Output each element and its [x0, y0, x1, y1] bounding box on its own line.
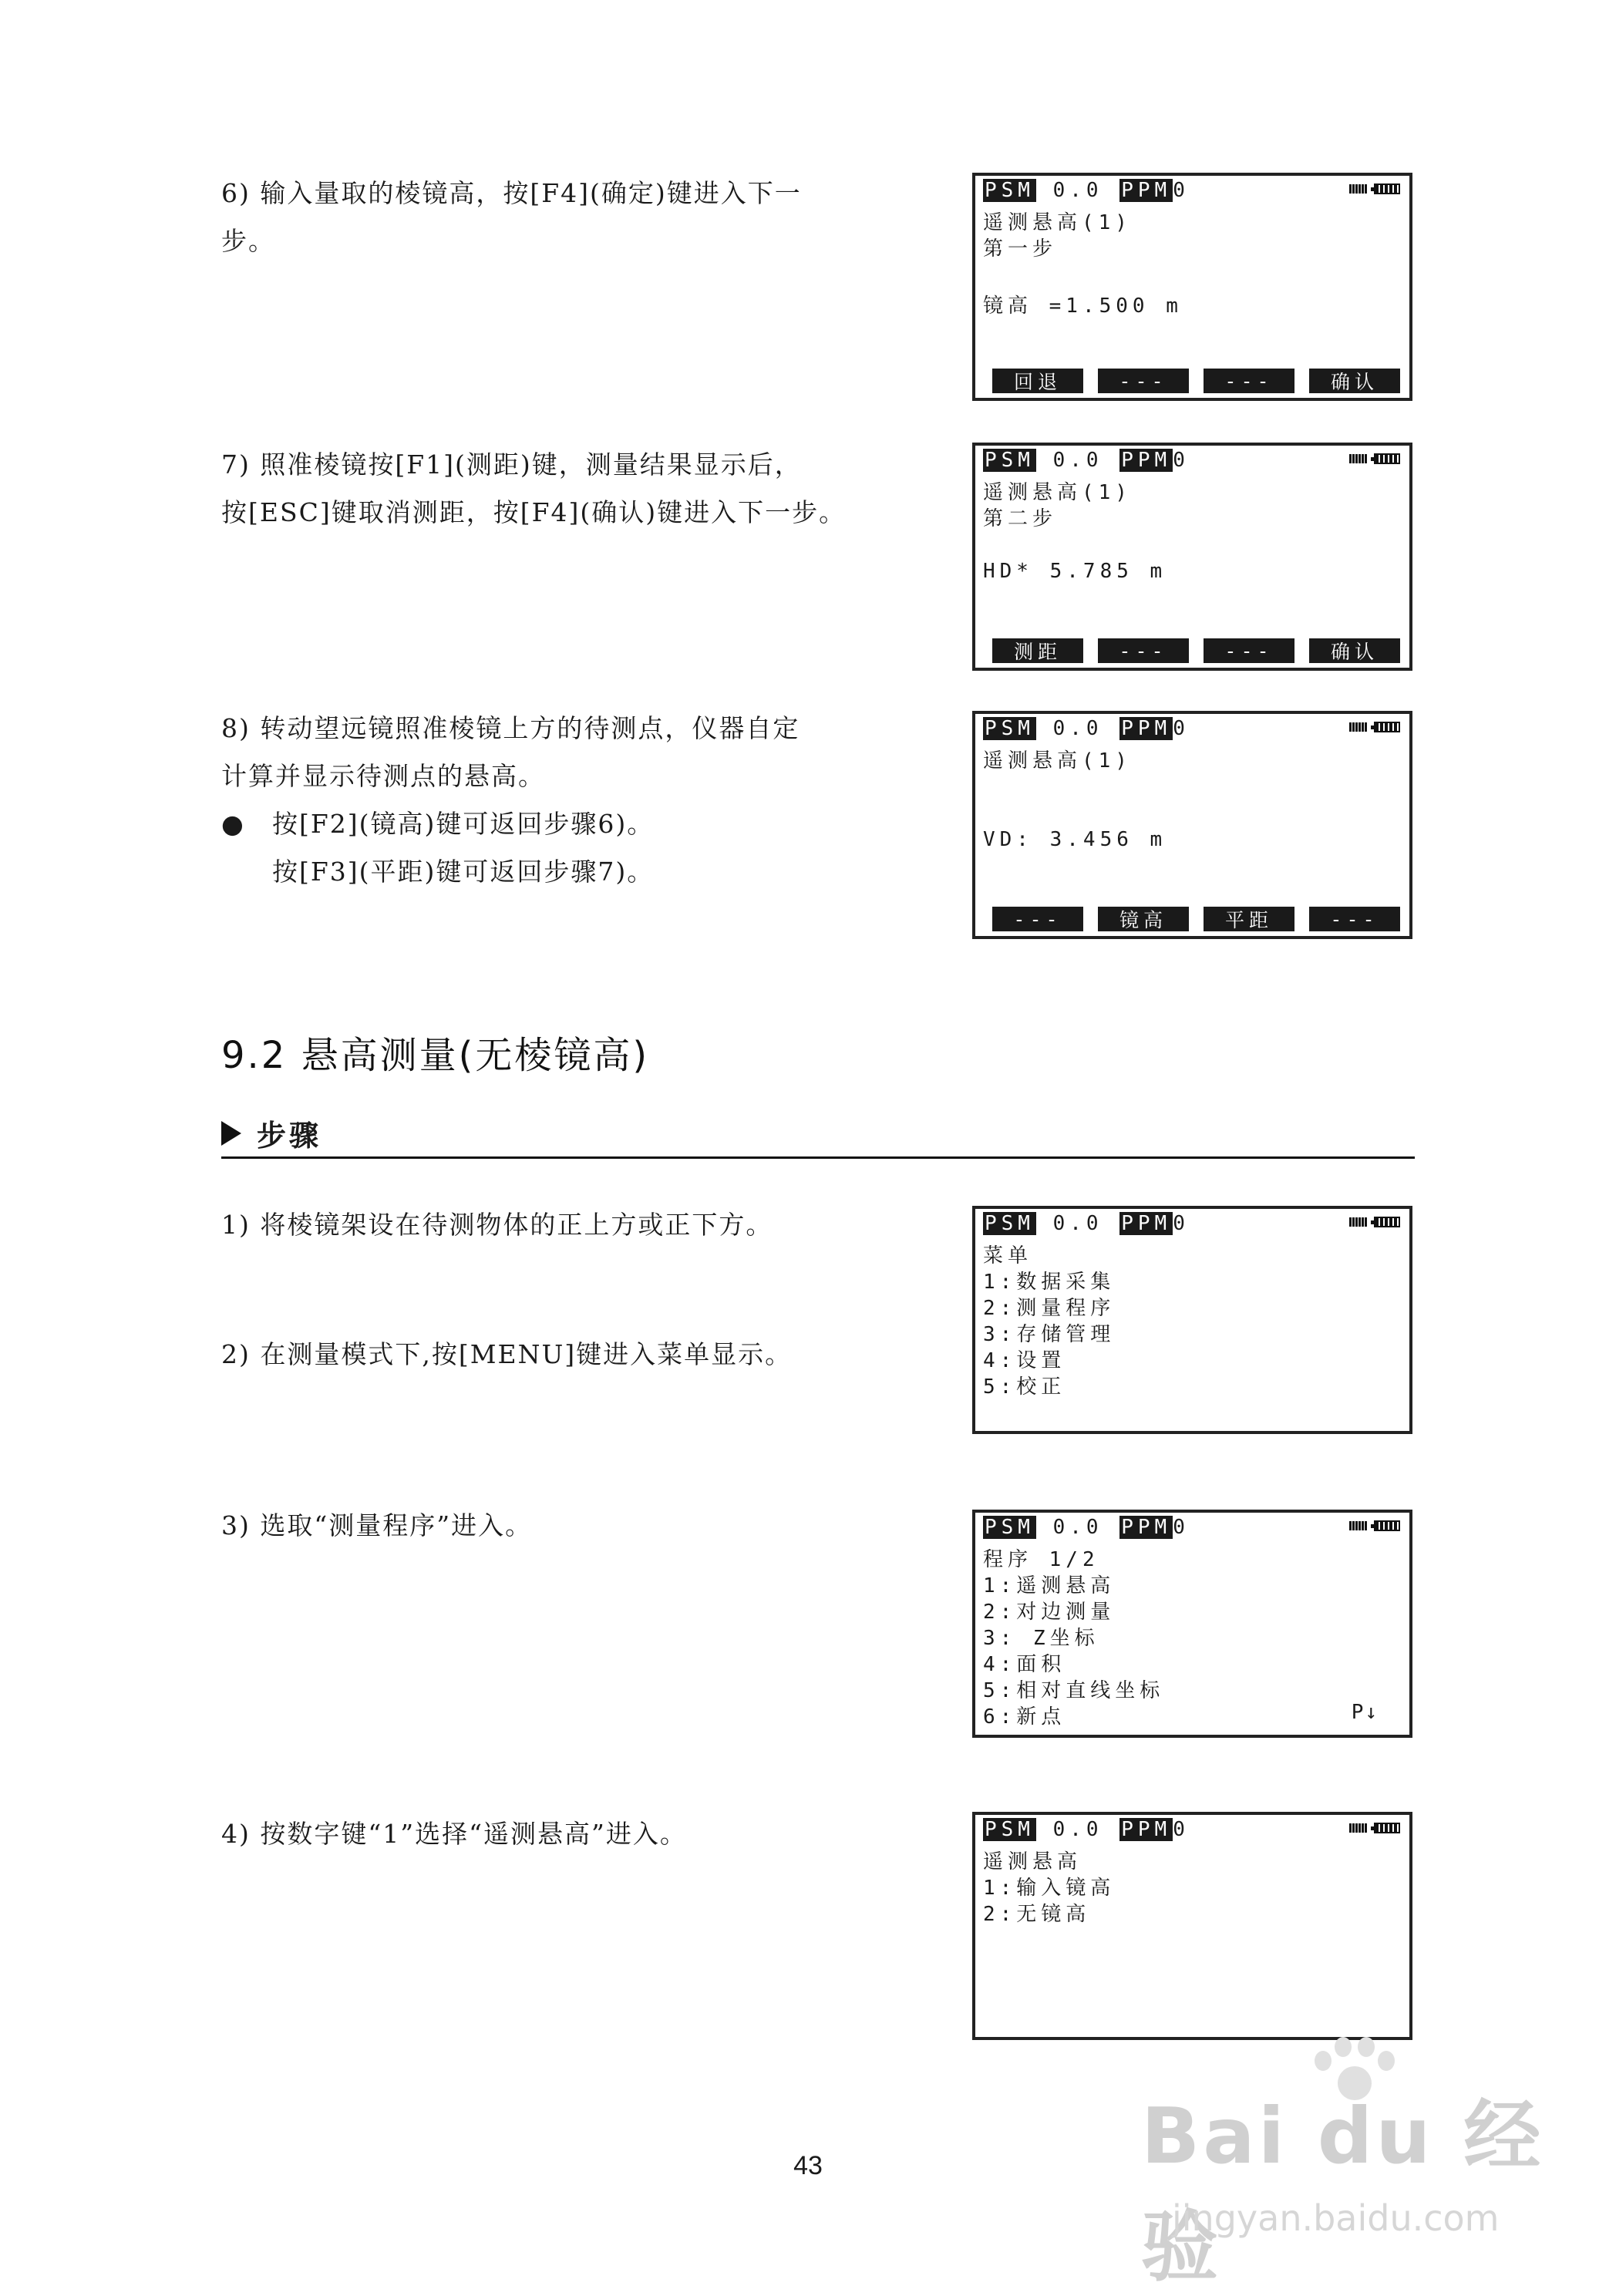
ppm-label: PPM [1121, 1212, 1172, 1235]
softkey-f2[interactable]: --- [1098, 638, 1189, 663]
menu-item[interactable]: 1:数据采集 [983, 1271, 1116, 1294]
lcd-screen-menu [972, 1206, 1412, 1434]
menu-item[interactable]: 2:测量程序 [983, 1297, 1116, 1320]
softkey-f1[interactable]: 回退 [992, 369, 1083, 393]
psm-label: PSM [985, 717, 1035, 740]
ppm-label: PPM [1121, 1516, 1172, 1539]
screen-line: HD* 5.785 m [983, 560, 1167, 583]
status-bar [983, 717, 1190, 740]
lcd-screen-step3 [972, 711, 1412, 939]
menu-item[interactable]: 2:无镜高 [983, 1903, 1091, 1926]
screen-line: VD: 3.456 m [983, 828, 1167, 851]
softkey-f3[interactable]: --- [1204, 369, 1294, 393]
step-7-text [221, 441, 846, 537]
menu-item[interactable]: 4:设置 [983, 1349, 1066, 1372]
step-8-line-1: 8) 转动望远镜照准棱镜上方的待测点，仪器自定 [221, 713, 800, 743]
step-7-line-1: 7) 照准棱镜按[F1](测距)键，测量结果显示后， [221, 449, 802, 480]
bullet-item [221, 800, 800, 848]
softkey-f2[interactable]: 镜高 [1098, 907, 1189, 931]
status-bar [983, 1212, 1190, 1235]
softkey-f4[interactable]: 确认 [1309, 638, 1400, 663]
lcd-screen-step2 [972, 443, 1412, 671]
ppm-value: 0 [1173, 179, 1190, 202]
menu-item[interactable]: 3:存储管理 [983, 1323, 1116, 1346]
ppm-value: 0 [1173, 1818, 1190, 1841]
step-1-text: 1) 将棱镜架设在待测物体的正上方或正下方。 [221, 1210, 773, 1240]
psm-value: 0.0 [1052, 1212, 1103, 1235]
step-6-text [221, 170, 802, 265]
softkey-f2[interactable]: --- [1098, 369, 1189, 393]
ppm-label: PPM [1121, 179, 1172, 202]
battery-icon [1349, 183, 1400, 194]
ppm-label: PPM [1121, 449, 1172, 472]
menu-item[interactable]: 5:相对直线坐标 [983, 1679, 1165, 1702]
psm-value: 0.0 [1052, 1516, 1103, 1539]
status-bar [983, 449, 1190, 472]
lcd-screen-step1 [972, 173, 1412, 401]
psm-label: PSM [985, 1212, 1035, 1235]
menu-item[interactable]: 5:校正 [983, 1375, 1066, 1399]
menu-item[interactable]: 4:面积 [983, 1653, 1066, 1676]
screen-line: 第一步 [983, 237, 1058, 261]
status-bar [983, 1516, 1190, 1539]
battery-icon [1349, 1217, 1400, 1227]
psm-value: 0.0 [1052, 1818, 1103, 1841]
menu-item[interactable]: 2:对边测量 [983, 1601, 1116, 1624]
softkey-f4[interactable]: --- [1309, 907, 1400, 931]
ppm-value: 0 [1173, 449, 1190, 472]
page-number: 43 [793, 2151, 823, 2180]
softkey-bar [992, 369, 1400, 393]
softkey-bar [992, 907, 1400, 931]
screen-line: 遥测悬高(1) [983, 211, 1132, 234]
screen-title: 程序 1/2 [983, 1548, 1099, 1571]
menu-item[interactable]: 1:遥测悬高 [983, 1574, 1116, 1597]
baidu-watermark [1141, 2035, 1588, 2292]
lcd-screen-program [972, 1510, 1412, 1738]
screen-line: 遥测悬高(1) [983, 749, 1132, 773]
psm-label: PSM [985, 179, 1035, 202]
softkey-f3[interactable]: 平距 [1204, 907, 1294, 931]
screen-line: 镜高 =1.500 m [983, 295, 1183, 318]
steps-heading [221, 1112, 322, 1154]
page-down-indicator: P↓ [1351, 1701, 1379, 1724]
softkey-bar [992, 638, 1400, 663]
screen-title: 遥测悬高 [983, 1850, 1082, 1873]
softkey-f1[interactable]: 测距 [992, 638, 1083, 663]
step-6-line-2: 步。 [221, 226, 275, 256]
step-8-line-2: 计算并显示待测点的悬高。 [221, 761, 545, 791]
psm-value: 0.0 [1052, 179, 1103, 202]
watermark-brand: Bai du 经验 [1141, 2091, 1544, 2292]
triangle-icon [221, 1121, 241, 1146]
screen-line: 第二步 [983, 507, 1058, 530]
bullet-icon: ● [221, 809, 245, 839]
status-bar [983, 179, 1190, 202]
psm-value: 0.0 [1052, 449, 1103, 472]
softkey-f4[interactable]: 确认 [1309, 369, 1400, 393]
menu-item[interactable]: 6:新点 [983, 1705, 1066, 1729]
ppm-value: 0 [1173, 1516, 1190, 1539]
psm-value: 0.0 [1052, 717, 1103, 740]
softkey-f3[interactable]: --- [1204, 638, 1294, 663]
psm-label: PSM [985, 1818, 1035, 1841]
step-3-text: 3) 选取“测量程序”进入。 [221, 1510, 533, 1540]
screen-title: 菜单 [983, 1244, 1033, 1268]
step-7-line-2: 按[ESC]键取消测距，按[F4](确认)键进入下一步。 [221, 497, 847, 527]
battery-icon [1349, 453, 1400, 464]
ppm-label: PPM [1121, 717, 1172, 740]
menu-item[interactable]: 3: Z坐标 [983, 1627, 1099, 1650]
ppm-value: 0 [1173, 717, 1190, 740]
psm-label: PSM [985, 449, 1035, 472]
bullet-text-2: 按[F3](平距)键可返回步骤7)。 [272, 857, 655, 887]
section-title: 9.2 悬高测量(无棱镜高) [221, 1034, 650, 1077]
psm-label: PSM [985, 1516, 1035, 1539]
divider [221, 1156, 1415, 1159]
step-2-text: 2) 在测量模式下,按[MENU]键进入菜单显示。 [221, 1339, 793, 1369]
screen-line: 遥测悬高(1) [983, 481, 1132, 504]
battery-icon [1349, 722, 1400, 732]
step-8-text [221, 705, 800, 896]
bullet-text-1: 按[F2](镜高)键可返回步骤6)。 [272, 809, 655, 839]
status-bar [983, 1818, 1190, 1841]
ppm-label: PPM [1121, 1818, 1172, 1841]
battery-icon [1349, 1823, 1400, 1833]
battery-icon [1349, 1520, 1400, 1531]
step-4-text: 4) 按数字键“1”选择“遥测悬高”进入。 [221, 1819, 687, 1849]
step-6-line-1: 6) 输入量取的棱镜高，按[F4](确定)键进入下一 [221, 178, 802, 208]
softkey-f1[interactable]: --- [992, 907, 1083, 931]
ppm-value: 0 [1173, 1212, 1190, 1235]
watermark-url: jingyan.baidu.com [1172, 2197, 1500, 2239]
menu-item[interactable]: 1:输入镜高 [983, 1877, 1116, 1900]
lcd-screen-remote-elevation [972, 1812, 1412, 2040]
steps-label: 步骤 [257, 1119, 322, 1153]
